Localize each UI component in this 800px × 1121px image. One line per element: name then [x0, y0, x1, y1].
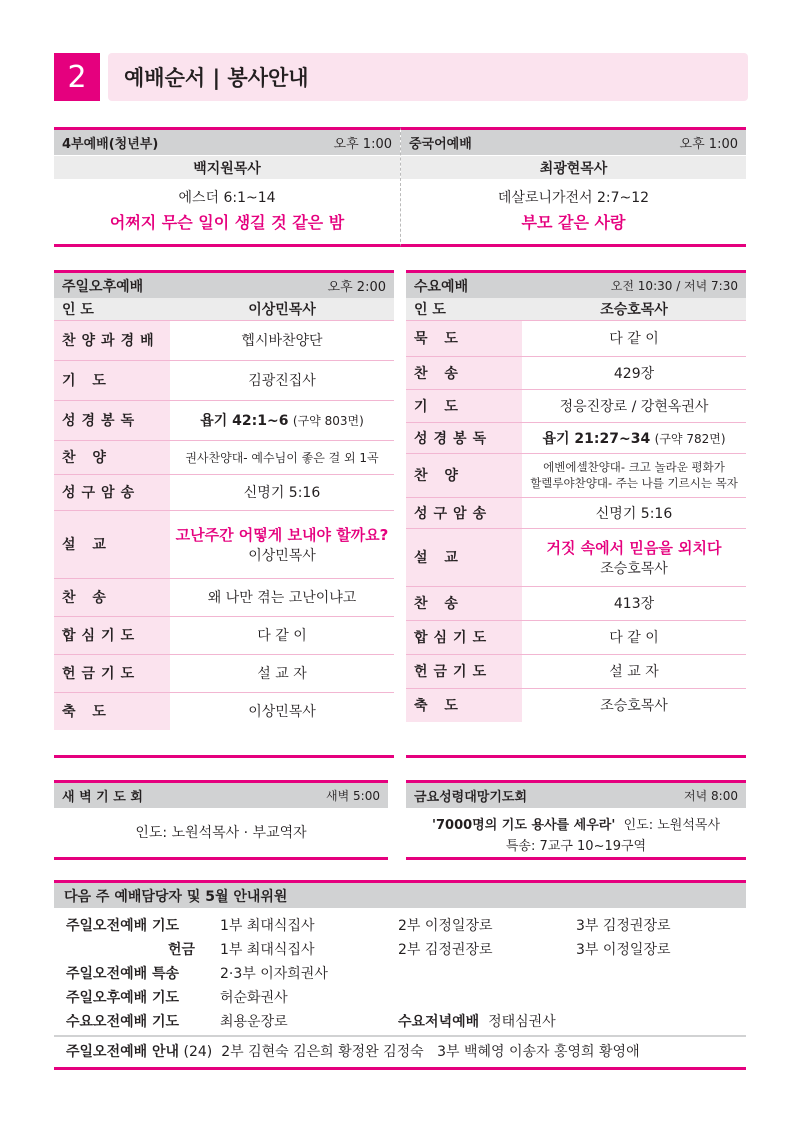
dawn-header [54, 783, 388, 808]
fourth-service-header [54, 130, 400, 155]
offering-label: 헌금 [168, 942, 196, 958]
morning-special-row [66, 963, 179, 983]
chinese-service-title: 중국어예배 [409, 137, 472, 152]
table-row [406, 654, 746, 688]
usher-row [66, 1041, 640, 1061]
section-header [54, 53, 748, 101]
usher-count: (24) [183, 1044, 213, 1060]
row-value-cell [170, 400, 394, 440]
sunday-afternoon-time: 오후 2:00 [327, 280, 386, 295]
fourth-service-time: 오후 1:00 [333, 137, 392, 152]
scripture-page: (구약 782면) [654, 431, 726, 446]
sunday-afternoon-table [54, 298, 394, 730]
row-label-text: 찬 양 [414, 468, 464, 484]
table-row [406, 422, 746, 453]
row-value-cell [170, 440, 394, 474]
row-label [54, 578, 170, 616]
table-row [54, 440, 394, 474]
leader-label-text: 인 도 [414, 301, 446, 318]
row-label-text: 찬 송 [62, 590, 112, 606]
row-label [406, 586, 522, 620]
row-label [406, 497, 522, 528]
table-row [406, 620, 746, 654]
sermon-preacher: 조승호목사 [600, 560, 668, 577]
wed-evening-label: 수요저녁예배 [398, 1014, 480, 1030]
row-value-cell [522, 422, 746, 453]
fourth-service-sermon: 어쩌지 무슨 일이 생길 것 같은 밤 [109, 213, 345, 232]
morning-prayer-2: 2부 이정일장로 [398, 918, 493, 934]
chinese-service-sermon: 부모 같은 사랑 [521, 213, 626, 232]
wednesday-title: 수요예배 [414, 278, 469, 295]
wednesday-box [406, 270, 746, 758]
dawn-text: 인도: 노원석목사 · 부교역자 [135, 825, 307, 841]
row-label-text: 찬양과경배 [62, 333, 160, 349]
row-value: 신명기 5:16 [243, 485, 321, 501]
row-value: 조승호목사 [600, 698, 668, 715]
row-value: 다 같 이 [609, 331, 659, 347]
row-value-cell [170, 692, 394, 730]
friday-time: 저녁 8:00 [684, 789, 738, 803]
row-label [406, 422, 522, 453]
table-row [54, 400, 394, 440]
row-value-cell [522, 620, 746, 654]
row-label-text: 축 도 [414, 698, 464, 715]
table-row [406, 688, 746, 722]
sermon-title: 고난주간 어떻게 보내야 할까요? [175, 525, 389, 544]
fourth-service-title: 4부예배(청년부) [62, 137, 159, 152]
section-number: 2 [54, 53, 100, 101]
sunday-afternoon-header [54, 273, 394, 298]
friday-box [406, 780, 746, 860]
row-label [406, 528, 522, 586]
wed-morning-label: 수요오전예배 기도 [66, 1014, 180, 1030]
afternoon-prayer-row [66, 987, 179, 1007]
row-label-text: 기 도 [414, 398, 464, 415]
wednesday-header [406, 273, 746, 298]
usher-part3: 3부 백혜영 이송자 홍영희 황영애 [437, 1044, 640, 1060]
afternoon-prayer-value: 허순화권사 [220, 990, 288, 1006]
row-label-text: 기 도 [62, 373, 112, 389]
next-week-header [54, 883, 746, 908]
row-value: 413장 [613, 596, 655, 612]
row-value-cell [522, 389, 746, 422]
table-row [54, 578, 394, 616]
row-value-cell [170, 578, 394, 616]
friday-title: 금요성령대망기도회 [414, 790, 528, 805]
row-label [406, 389, 522, 422]
row-label [54, 654, 170, 692]
row-value-cell [170, 320, 394, 360]
row-value: 헵시바찬양단 [241, 333, 323, 349]
row-label [406, 320, 522, 356]
row-label [406, 620, 522, 654]
row-label [54, 692, 170, 730]
morning-special-value: 2·3부 이자희권사 [220, 966, 328, 982]
wed-morning-row [66, 1011, 179, 1031]
scripture-ref: 욥기 21:27~34 [542, 430, 651, 447]
row-label [54, 360, 170, 400]
row-label-text: 찬 송 [414, 365, 464, 382]
row-value-cell [522, 320, 746, 356]
morning-prayer-3: 3부 김정권장로 [576, 918, 671, 934]
sermon-preacher: 이상민목사 [248, 547, 316, 564]
row-label-text: 합심기도 [414, 630, 493, 646]
leader-value [522, 298, 746, 320]
sunday-afternoon-box [54, 270, 394, 758]
row-value-cell [170, 654, 394, 692]
row-value: 왜 나만 겪는 고난이냐고 [207, 590, 357, 606]
row-value-cell [522, 528, 746, 586]
row-value: 다 같 이 [609, 630, 659, 646]
offering-1: 1부 최대식집사 [220, 942, 315, 958]
morning-prayer-row [66, 915, 179, 935]
scripture-ref: 욥기 42:1~6 [200, 413, 289, 429]
wednesday-time: 오전 10:30 / 저녁 7:30 [610, 279, 738, 293]
table-row [406, 356, 746, 389]
leader-name: 이상민목사 [248, 301, 316, 318]
wed-morning-value: 최용운장로 [220, 1014, 288, 1030]
row-label-text: 묵 도 [414, 331, 464, 347]
row-label [54, 440, 170, 474]
row-label [406, 453, 522, 497]
table-row [54, 510, 394, 578]
chinese-service-scripture: 데살로니가전서 2:7~12 [497, 190, 650, 206]
row-label [54, 510, 170, 578]
row-value: 429장 [613, 365, 655, 382]
row-value: 김광진집사 [248, 373, 316, 389]
chinese-service-box [400, 127, 746, 247]
row-value-cell [170, 474, 394, 510]
choir-line-2: 할렐루야찬양대- 주는 나를 기르시는 목자 [530, 476, 738, 490]
row-label [406, 688, 522, 722]
row-label-text: 찬 송 [414, 596, 464, 612]
row-label-text: 합심기도 [62, 628, 141, 644]
fourth-service-pastor: 백지원목사 [54, 155, 400, 179]
table-row [54, 692, 394, 730]
offering-3: 3부 이정일장로 [576, 942, 671, 958]
table-row [406, 453, 746, 497]
chinese-service-time: 오후 1:00 [679, 137, 738, 152]
row-value: 정응진장로 / 강현옥권사 [559, 398, 709, 415]
wed-evening-value: 정태심권사 [488, 1014, 556, 1030]
offering-2: 2부 김정권장로 [398, 942, 493, 958]
friday-header [406, 783, 746, 808]
chinese-service-header [401, 130, 746, 155]
table-row [406, 497, 746, 528]
row-value: 다 같 이 [257, 628, 307, 644]
friday-theme: '7000명의 기도 용사를 세우라' [432, 818, 616, 833]
leader-label-text: 인 도 [62, 301, 94, 318]
section-title: 예배순서 | 봉사안내 [124, 66, 309, 90]
scripture-page: (구약 803면) [292, 414, 364, 428]
section-title-bar [108, 53, 748, 101]
table-row [406, 389, 746, 422]
row-label-text: 찬 양 [62, 450, 112, 466]
table-row [54, 616, 394, 654]
row-label-text: 성경봉독 [414, 430, 493, 447]
table-row [54, 654, 394, 692]
morning-prayer-label: 주일오전예배 기도 [66, 918, 180, 934]
choir-line-1: 에벤에셀찬양대- 크고 놀라운 평화가 [543, 460, 725, 474]
friday-line1 [406, 814, 746, 833]
sermon-title: 거짓 속에서 믿음을 외치다 [546, 538, 722, 557]
leader-value [170, 298, 394, 320]
usher-divider [54, 1035, 746, 1037]
leader-label [406, 298, 522, 320]
row-label [406, 356, 522, 389]
dawn-time: 새벽 5:00 [326, 789, 380, 803]
table-row [406, 528, 746, 586]
chinese-service-pastor: 최광현목사 [401, 155, 746, 179]
friday-leader: 인도: 노원석목사 [623, 818, 720, 833]
row-value-cell [170, 510, 394, 578]
fourth-service-box [54, 127, 400, 247]
row-value: 권사찬양대- 예수님이 좋은 걸 외 1곡 [185, 450, 379, 465]
row-value: 신명기 5:16 [595, 505, 673, 522]
row-label-text: 성구암송 [62, 485, 141, 501]
morning-prayer-1: 1부 최대식집사 [220, 918, 315, 934]
row-label [406, 654, 522, 688]
row-label [54, 400, 170, 440]
row-label [54, 474, 170, 510]
row-value-cell [522, 654, 746, 688]
table-row [54, 360, 394, 400]
fourth-service-scripture: 에스더 6:1~14 [178, 190, 276, 206]
friday-special: 특송: 7교구 10~19구역 [505, 839, 647, 854]
row-label-text: 성구암송 [414, 505, 493, 522]
morning-special-label: 주일오전예배 특송 [66, 966, 180, 982]
sunday-afternoon-title: 주일오후예배 [62, 278, 144, 295]
next-week-title: 다음 주 예배담당자 및 5월 안내위원 [64, 888, 288, 905]
dawn-title: 새 벽 기 도 회 [62, 790, 143, 805]
row-value: 설 교 자 [609, 664, 659, 680]
row-label [54, 320, 170, 360]
row-label-text: 헌금기도 [62, 666, 141, 682]
row-label-text: 헌금기도 [414, 664, 493, 680]
table-row [54, 474, 394, 510]
row-value-cell [522, 356, 746, 389]
row-value: 설 교 자 [257, 666, 307, 682]
leader-label [54, 298, 170, 320]
row-label [54, 616, 170, 654]
table-row [406, 320, 746, 356]
afternoon-prayer-label: 주일오후예배 기도 [66, 990, 180, 1006]
next-week-box [54, 880, 746, 1070]
row-value-cell [170, 360, 394, 400]
row-label-text: 축 도 [62, 704, 112, 721]
wednesday-table [406, 298, 746, 722]
leader-name: 조승호목사 [600, 301, 668, 318]
table-row [54, 320, 394, 360]
row-label-text: 설 교 [414, 550, 464, 566]
row-value-cell [522, 688, 746, 722]
row-value-cell [522, 453, 746, 497]
dawn-box [54, 780, 388, 860]
row-value: 이상민목사 [248, 704, 316, 721]
row-value-cell [522, 497, 746, 528]
row-label-text: 설 교 [62, 537, 112, 553]
table-row [406, 586, 746, 620]
usher-label: 주일오전예배 안내 [66, 1044, 180, 1060]
row-value-cell [522, 586, 746, 620]
row-label-text: 성경봉독 [62, 413, 141, 429]
row-value-cell [170, 616, 394, 654]
usher-part2: 2부 김현숙 김은희 황정완 김정숙 [221, 1044, 424, 1060]
wed-evening-row [398, 1011, 556, 1031]
offering-row [168, 939, 195, 959]
